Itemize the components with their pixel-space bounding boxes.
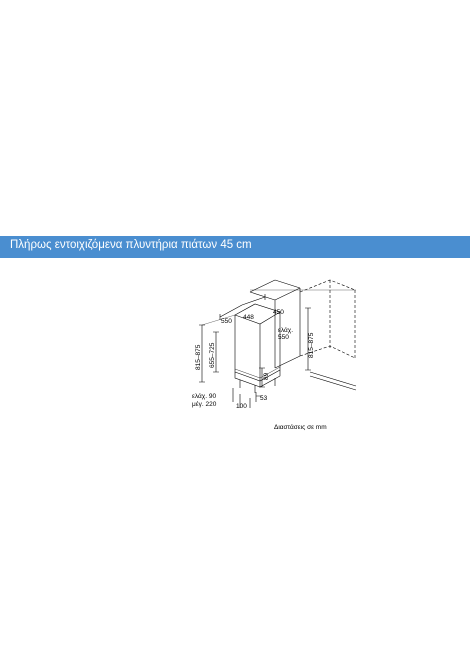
- label-min-gap: ελάχ. 90: [192, 393, 217, 400]
- label-side-offset: 53: [260, 395, 268, 402]
- label-niche-depth-line1: ελάχ.: [278, 327, 294, 334]
- section-banner: [0, 236, 470, 258]
- dimensions-caption: Διαστάσεις σε mm: [274, 424, 327, 431]
- installation-dimension-drawing: [180, 270, 360, 430]
- label-niche-width: 450: [273, 309, 284, 316]
- label-width: 448: [243, 314, 254, 321]
- label-depth: 550: [221, 318, 232, 325]
- label-height-range: 815–875: [195, 344, 202, 370]
- label-max-gap: μέγ. 220: [192, 401, 217, 408]
- label-niche-height-range: 815–875: [308, 332, 315, 358]
- label-niche-depth-line2: 550: [278, 334, 289, 341]
- label-plinth-height: 89: [263, 372, 270, 380]
- label-front-offset: 100: [236, 403, 247, 410]
- section-title: Πλήρως εντοιχιζόμενα πλυντήρια πιάτων 45 cm: [10, 239, 252, 251]
- label-inner-height-range: 655–725: [209, 342, 216, 368]
